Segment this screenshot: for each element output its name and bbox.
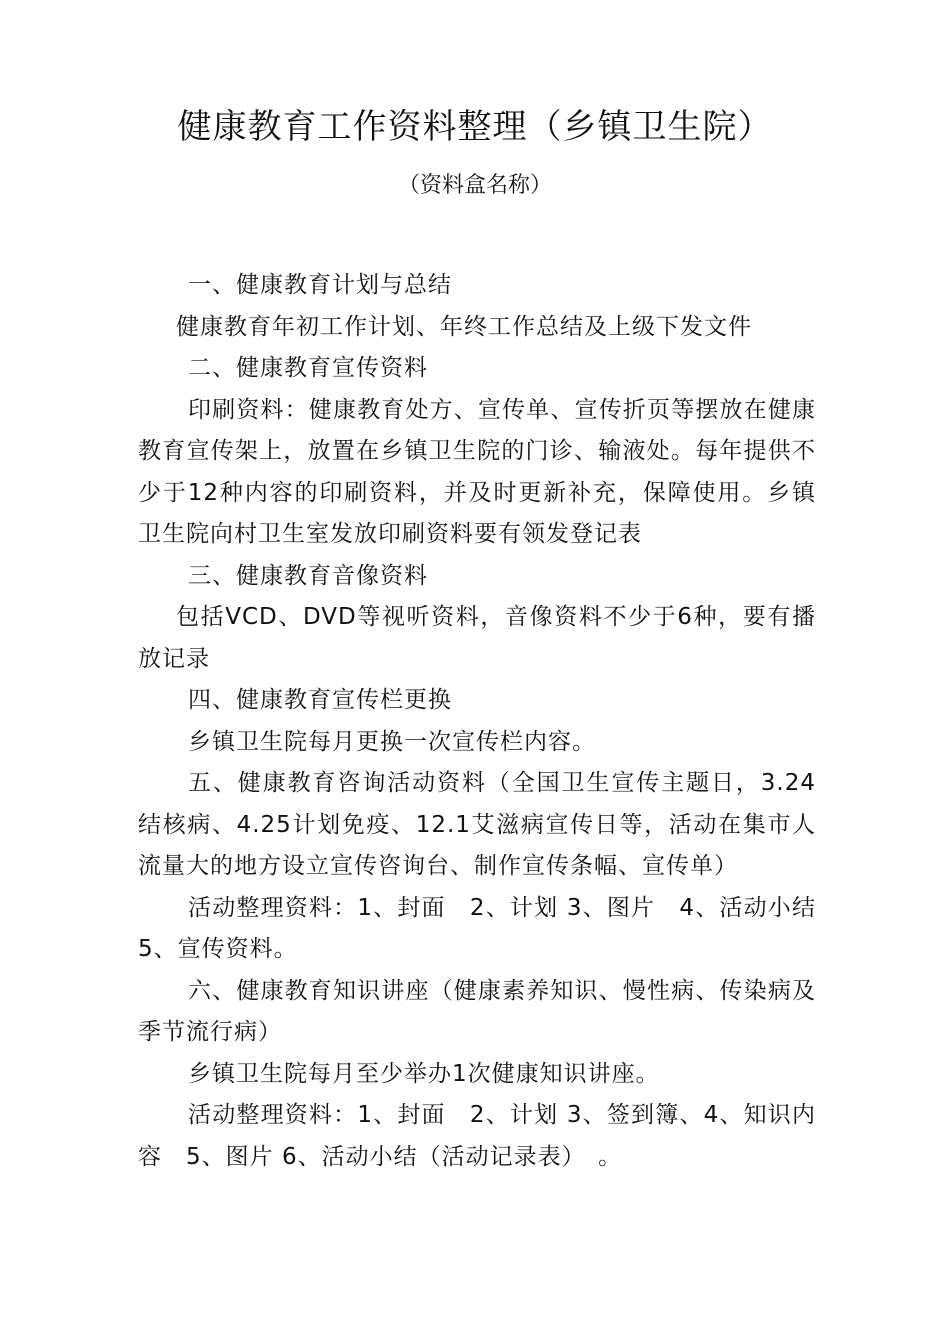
document-body (138, 265, 840, 1178)
section-heading-5: 五、健康教育咨询活动资料（全国卫生宣传主题日，3.24结核病、4.25计划免疫、12.1艾滋病宣传日等，活动在集市人流量大的地方设立宣传咨询台、制作宣传条幅、宣传单） (138, 770, 816, 879)
section-heading-4: 四、健康教育宣传栏更换 (188, 687, 452, 713)
document-subtitle: （资料盒名称） (397, 173, 552, 198)
section-heading-2: 二、健康教育宣传资料 (188, 355, 428, 381)
section-text-4: 乡镇卫生院每月更换一次宣传栏内容。 (188, 728, 596, 755)
section-heading-1: 一、健康教育计划与总结 (188, 272, 452, 298)
activity-materials-6: 活动整理资料：1、封面 2、计划 3、签到簿、4、知识内容 5、图片 6、活动小结（活动记录表） 。 (138, 1102, 816, 1170)
section-text-1: 健康教育年初工作计划、年终工作总结及上级下发文件 (176, 313, 752, 340)
section-text-3: 包括VCD、DVD等视听资料，音像资料不少于6种，要有播放记录 (138, 604, 816, 672)
section-heading-3: 三、健康教育音像资料 (188, 562, 428, 589)
section-heading-6: 六、健康教育知识讲座（健康素养知识、慢性病、传染病及季节流行病） (138, 977, 816, 1045)
document-title: 健康教育工作资料整理（乡镇卫生院） (177, 107, 773, 147)
section-text-2: 印刷资料：健康教育处方、宣传单、宣传折页等摆放在健康教育宣传架上，放置在乡镇卫生院的门诊、输液处。每年提供不少于12种内容的印刷资料，并及时更新补充，保障使用。乡镇卫生院向村卫生室发放印刷资料要有领发登记表 (138, 396, 816, 547)
activity-materials-5: 活动整理资料：1、封面 2、计划 3、图片 4、活动小结 5、宣传资料。 (138, 894, 840, 962)
section-text-6: 乡镇卫生院每月至少举办1次健康知识讲座。 (188, 1060, 660, 1087)
